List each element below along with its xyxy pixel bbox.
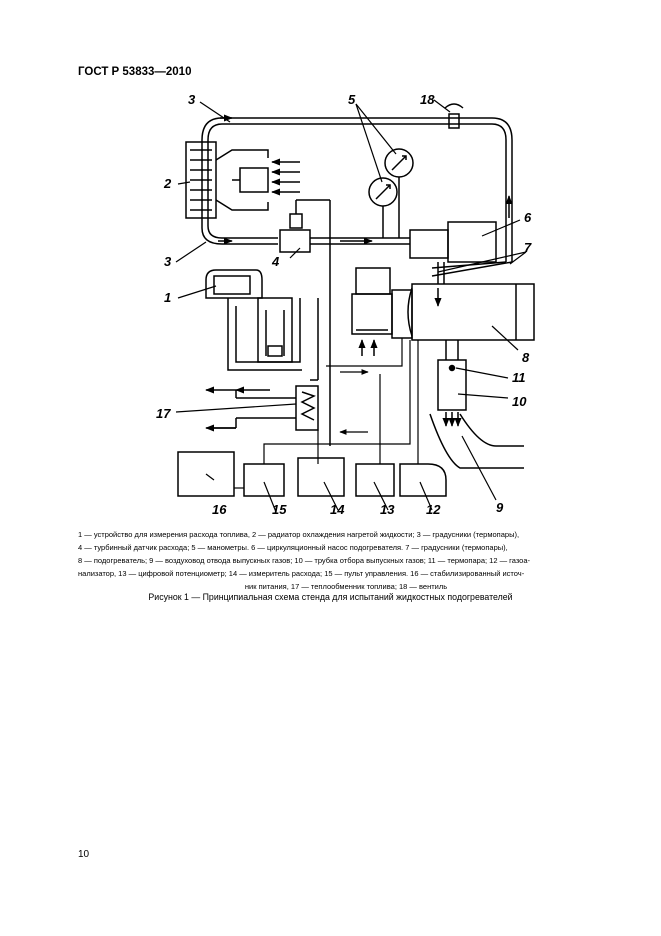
flow-meter-14: [298, 458, 344, 496]
digital-potentiometer-13: [356, 464, 394, 496]
fuel-measuring-device: [206, 270, 318, 380]
label-2: 2: [164, 176, 172, 191]
figure-legend: [78, 528, 614, 593]
heater-inlet-arrows: [362, 340, 374, 356]
label-18: 18: [420, 92, 435, 107]
heater: [352, 262, 534, 340]
exhaust-sampling-tube: [438, 340, 466, 426]
page-number: 10: [78, 849, 90, 860]
label-8: 8: [522, 350, 530, 365]
turbine-flow-sensor: [280, 200, 330, 446]
label-6: 6: [524, 210, 532, 225]
label-3-bottom: 3: [164, 254, 172, 269]
radiator: [186, 142, 268, 218]
label-16: 16: [212, 502, 227, 517]
label-12: 12: [426, 502, 441, 517]
label-13: 13: [380, 502, 395, 517]
label-7: 7: [524, 240, 532, 255]
label-15: 15: [272, 502, 287, 517]
legend-line: 8 — подогреватель; 9 — воздуховод отвода выпускных газов; 10 — трубка отбора выпускных газов; 11 — термопара; 12 — газоа-: [78, 556, 531, 565]
label-1: 1: [164, 290, 172, 305]
circulation-pump: [410, 222, 496, 262]
label-3-top: 3: [188, 92, 196, 107]
legend-line: нализатор, 13 — цифровой потенциометр; 14 — измеритель расхода; 15 — пульт управления. 16 — стабилизированный источ-: [78, 569, 525, 578]
fuel-heat-exchanger: [206, 386, 318, 430]
airflow-arrows: [272, 162, 300, 192]
control-panel-15: [244, 464, 284, 496]
legend-line: 4 — турбинный датчик расхода; 5 — манометры. 6 — циркуляционный насос подогревателя. 7 — градусники (термопары),: [78, 543, 508, 552]
label-5: 5: [348, 92, 356, 107]
figure-caption: Рисунок 1 — Принципиальная схема стенда для испытаний жидкостных подогревателей: [148, 592, 513, 602]
control-lines: [234, 338, 418, 488]
document-header: ГОСТ Р 53833—2010: [78, 66, 192, 78]
label-10: 10: [512, 394, 527, 409]
gas-analyzer-12: [400, 464, 446, 496]
label-17: 17: [156, 406, 171, 421]
label-11: 11: [512, 370, 526, 385]
legend-line: 1 — устройство для измерения расхода топлива, 2 — радиатор охлаждения нагретой жидкости; 3 — градусники (термопары),: [78, 530, 520, 539]
label-14: 14: [330, 502, 345, 517]
legend-line: ник питания, 17 — теплообменник топлива; 18 — вентиль: [244, 582, 448, 591]
exhaust-duct: [430, 414, 524, 468]
label-4: 4: [272, 254, 280, 269]
label-9: 9: [496, 500, 504, 515]
